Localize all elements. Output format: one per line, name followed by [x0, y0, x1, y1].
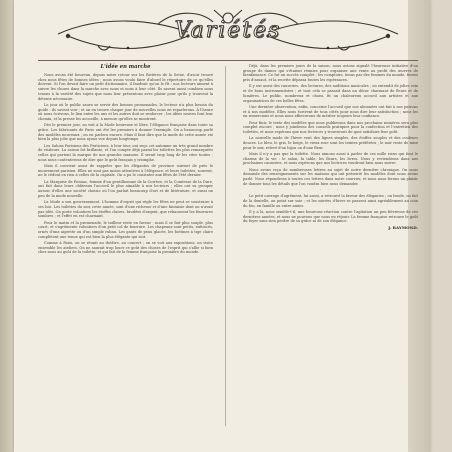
article-column-right [243, 64, 418, 230]
paragraph: Nous avons reçu de nombreuses lettres au sujet de notre dernière chronique. On nous demande des renseignements sur les maisons qui ont présenté les modèles dont nous avons parlé. Nous répondrons à toutes ces lettres dans notre courrier, et nous nous ferons un plaisir de donner tous les détails que l'on voudra bien nous demander. [243, 167, 418, 186]
paragraph: Le petit ouvrage d'agrément, lui aussi, a retrouvé la faveur des élégantes ; on brode, on fait de la dentelle, on peint sur soie ; et les soirées d'hiver se passent ainsi agréablement au coin du feu, en famille ou entre amies. [243, 194, 418, 208]
paragraph: La Mode a son gouvernement. L'homme d'esprit qui règle les fêtes ne peut se soustraire à ses lois. Les toilettes du soir, cette année, sont d'une richesse et d'une fantaisie dont on n'avait pas idée. On porte volontiers les étoffes claires, brodées d'argent, que rehaussent les fourrures sombres ; et l'effet en est charmant. [38, 200, 213, 219]
paragraph: Déjà, dans les premiers jours de la saison, nous avions signalé l'heureuse initiative d'un groupe de dames qui s'étaient réunies pour organiser une vente au profit des œuvres de bienfaisance. Ce fut un succès complet ; les comptoirs, tenus par des femmes du monde, furent pris d'assaut, et la recette dépassa toutes les espérances. [243, 64, 418, 83]
header-divider [38, 60, 418, 61]
article-heading: L'idée en marche [100, 64, 151, 70]
author-signature: J. RAYMOND. [388, 224, 418, 230]
page-shadow-left [0, 0, 14, 452]
section-separator: · · · [320, 188, 341, 193]
paragraph: Comme à Paris, on se réunit au théâtre, au concert ; on se voit aux expositions, on visite ensemble les ateliers. On ne saurait trop louer ce goût des choses de l'esprit qui s'allie si bien chez nous au goût de la toilette, et qui fait de la femme française la première du monde. [38, 240, 213, 255]
paragraph: Il y a là, nous semble-t-il, une heureuse réaction contre l'agitation un peu fiévreuse de ces dernières années, et nous ne pouvons que nous en réjouir. La femme française retrouve le goût du foyer sans rien perdre de sa grâce ni de son élégance. [243, 209, 418, 224]
paragraph: Dès le premier jour, on voit à la Mode heureuse et libre, l'élégance française dans toute sa grâce. Les fabricants de Paris ont été les premiers à donner l'exemple. On a beaucoup parlé des modèles nouveaux ; on en parlera encore. Mais il faut dire que la mode de cette année est bien la plus jolie que nous ayons vue depuis longtemps. [38, 123, 213, 142]
column-divider [225, 66, 226, 426]
paragraph: Une dernière observation, enfin, concerne l'accueil que nos abonnées ont fait à nos patrons et à nos modèles. Elles nous écrivent de tous côtés pour nous dire leur satisfaction ; nous les en remercions et nous nous efforcerons de mériter toujours leur confiance. [243, 104, 418, 119]
paragraph: Mais il convient aussi de rappeler que les élégantes de province suivent de près le mouvement parisien. Elles ne sont pas moins attentives à l'élégance, et leurs toilettes, souvent, ne le cèdent en rien à celles de la capitale. On a pu le constater aux fêtes de l'été dernier. [38, 164, 213, 178]
paragraph: Nous avons été heureux, depuis notre retour sur les Rivières de la Seine, d'avoir trouvé chez nous fêtes de bonnes idées ; nous avons voulu faire d'abord le répertoire de ce qu'elles doivent. Si l'on devait faire un petit dictionnaire, il faudrait qu'on le fît : nos lecteurs aiment à suivre les choses dans la marche avec nous et nous à leur côté. Ils savent aussi combien nous tenons à la variété des sujets que nous leur présentons avec plaisir pour qu'ils y trouvent la détente nécessaire. [38, 73, 213, 101]
paragraph: La nouvelle mode de l'hiver veut des lignes simples, des étoffes souples et des couleurs douces. Le bleu, le gris, le beige, le vieux rose sont les teintes préférées ; le noir reste de mise pour le soir, relevé d'un bijou ou d'une fleur. [243, 136, 418, 150]
masthead-banner [38, 6, 418, 58]
paragraph: Il y eut aussi des causeries, des lectures, des auditions musicales ; on entendit de jolies voix et de bons instrumentistes ; et tout cela se passait dans un décor charmant de fleurs et de lumières. Le public, nombreux et choisi, fit un chaleureux accueil aux artistes et aux organisatrices de ces belles fêtes. [243, 84, 418, 103]
paragraph: Mais il n'y a pas que la toilette. Nous aimons aussi à parler de ces mille riens qui font le charme de la vie : le salon, la table, les fleurs, les livres. Nous y reviendrons dans nos prochaines causeries, et nous espérons que nos lectrices voudront bien nous suivre. [243, 151, 418, 166]
paragraph: Les Salons Parisiens des Praticiens, à leur tour, ont reçu cet automne un très grand nombre de visiteurs. La saison fut brillante, et l'on compte déjà parmi les toilettes les plus remarquées celles qui portent la marque de nos grandes maisons. Il serait trop long de les citer toutes ; nous nous contenterons de dire que le goût français y triomphe. [38, 143, 213, 162]
paragraph: Pour le matin et la promenade, le tailleur reste en faveur ; mais il se fait plus souple, plus court, et s'agrémente volontiers d'un petit col de fourrure. Les chapeaux sont petits, enfoncés, ornés d'une aigrette ou d'un simple ruban. Les gants de peau glacée, les bottines à tige claire complètent une tenue qui est bien la plus élégante qui soit. [38, 220, 213, 239]
section-title: Variétés [174, 18, 282, 43]
paragraph: La Marquise de Ponnac, femme d'un gentilhomme de la Corrèze, et la Comtesse de la Dure, ont fait dans leurs châteaux l'accueil le plus aimable à nos lecteurs ; elles ont su grouper autour d'elles une société choisie où l'on parlait beaucoup d'art et de littérature, et aussi un peu de la mode nouvelle. [38, 179, 213, 198]
article-column-left [38, 64, 213, 257]
paragraph: Pour finir, le texte des modèles que nous publierons dans nos prochains numéros sera plus complet encore ; nous y joindrons des conseils pratiques pour la confection et l'entretien des toilettes, et nous espérons que nos lectrices y trouveront de quoi satisfaire leur goût. [243, 120, 418, 134]
paragraph: Le jour où le public saura se servir des bonnes promenades, le lecteur n'a plus besoin du guide : ils savent voir ; et on en trouve chaque jour de nouvelles nous en reparlerons. À l'heure où nous écrivons, le lien entre les uns et les autres doit se renforcer ; les idées neuves font leur chemin, et la presse les accueille, à mesure qu'elles se montrent. [38, 102, 213, 121]
